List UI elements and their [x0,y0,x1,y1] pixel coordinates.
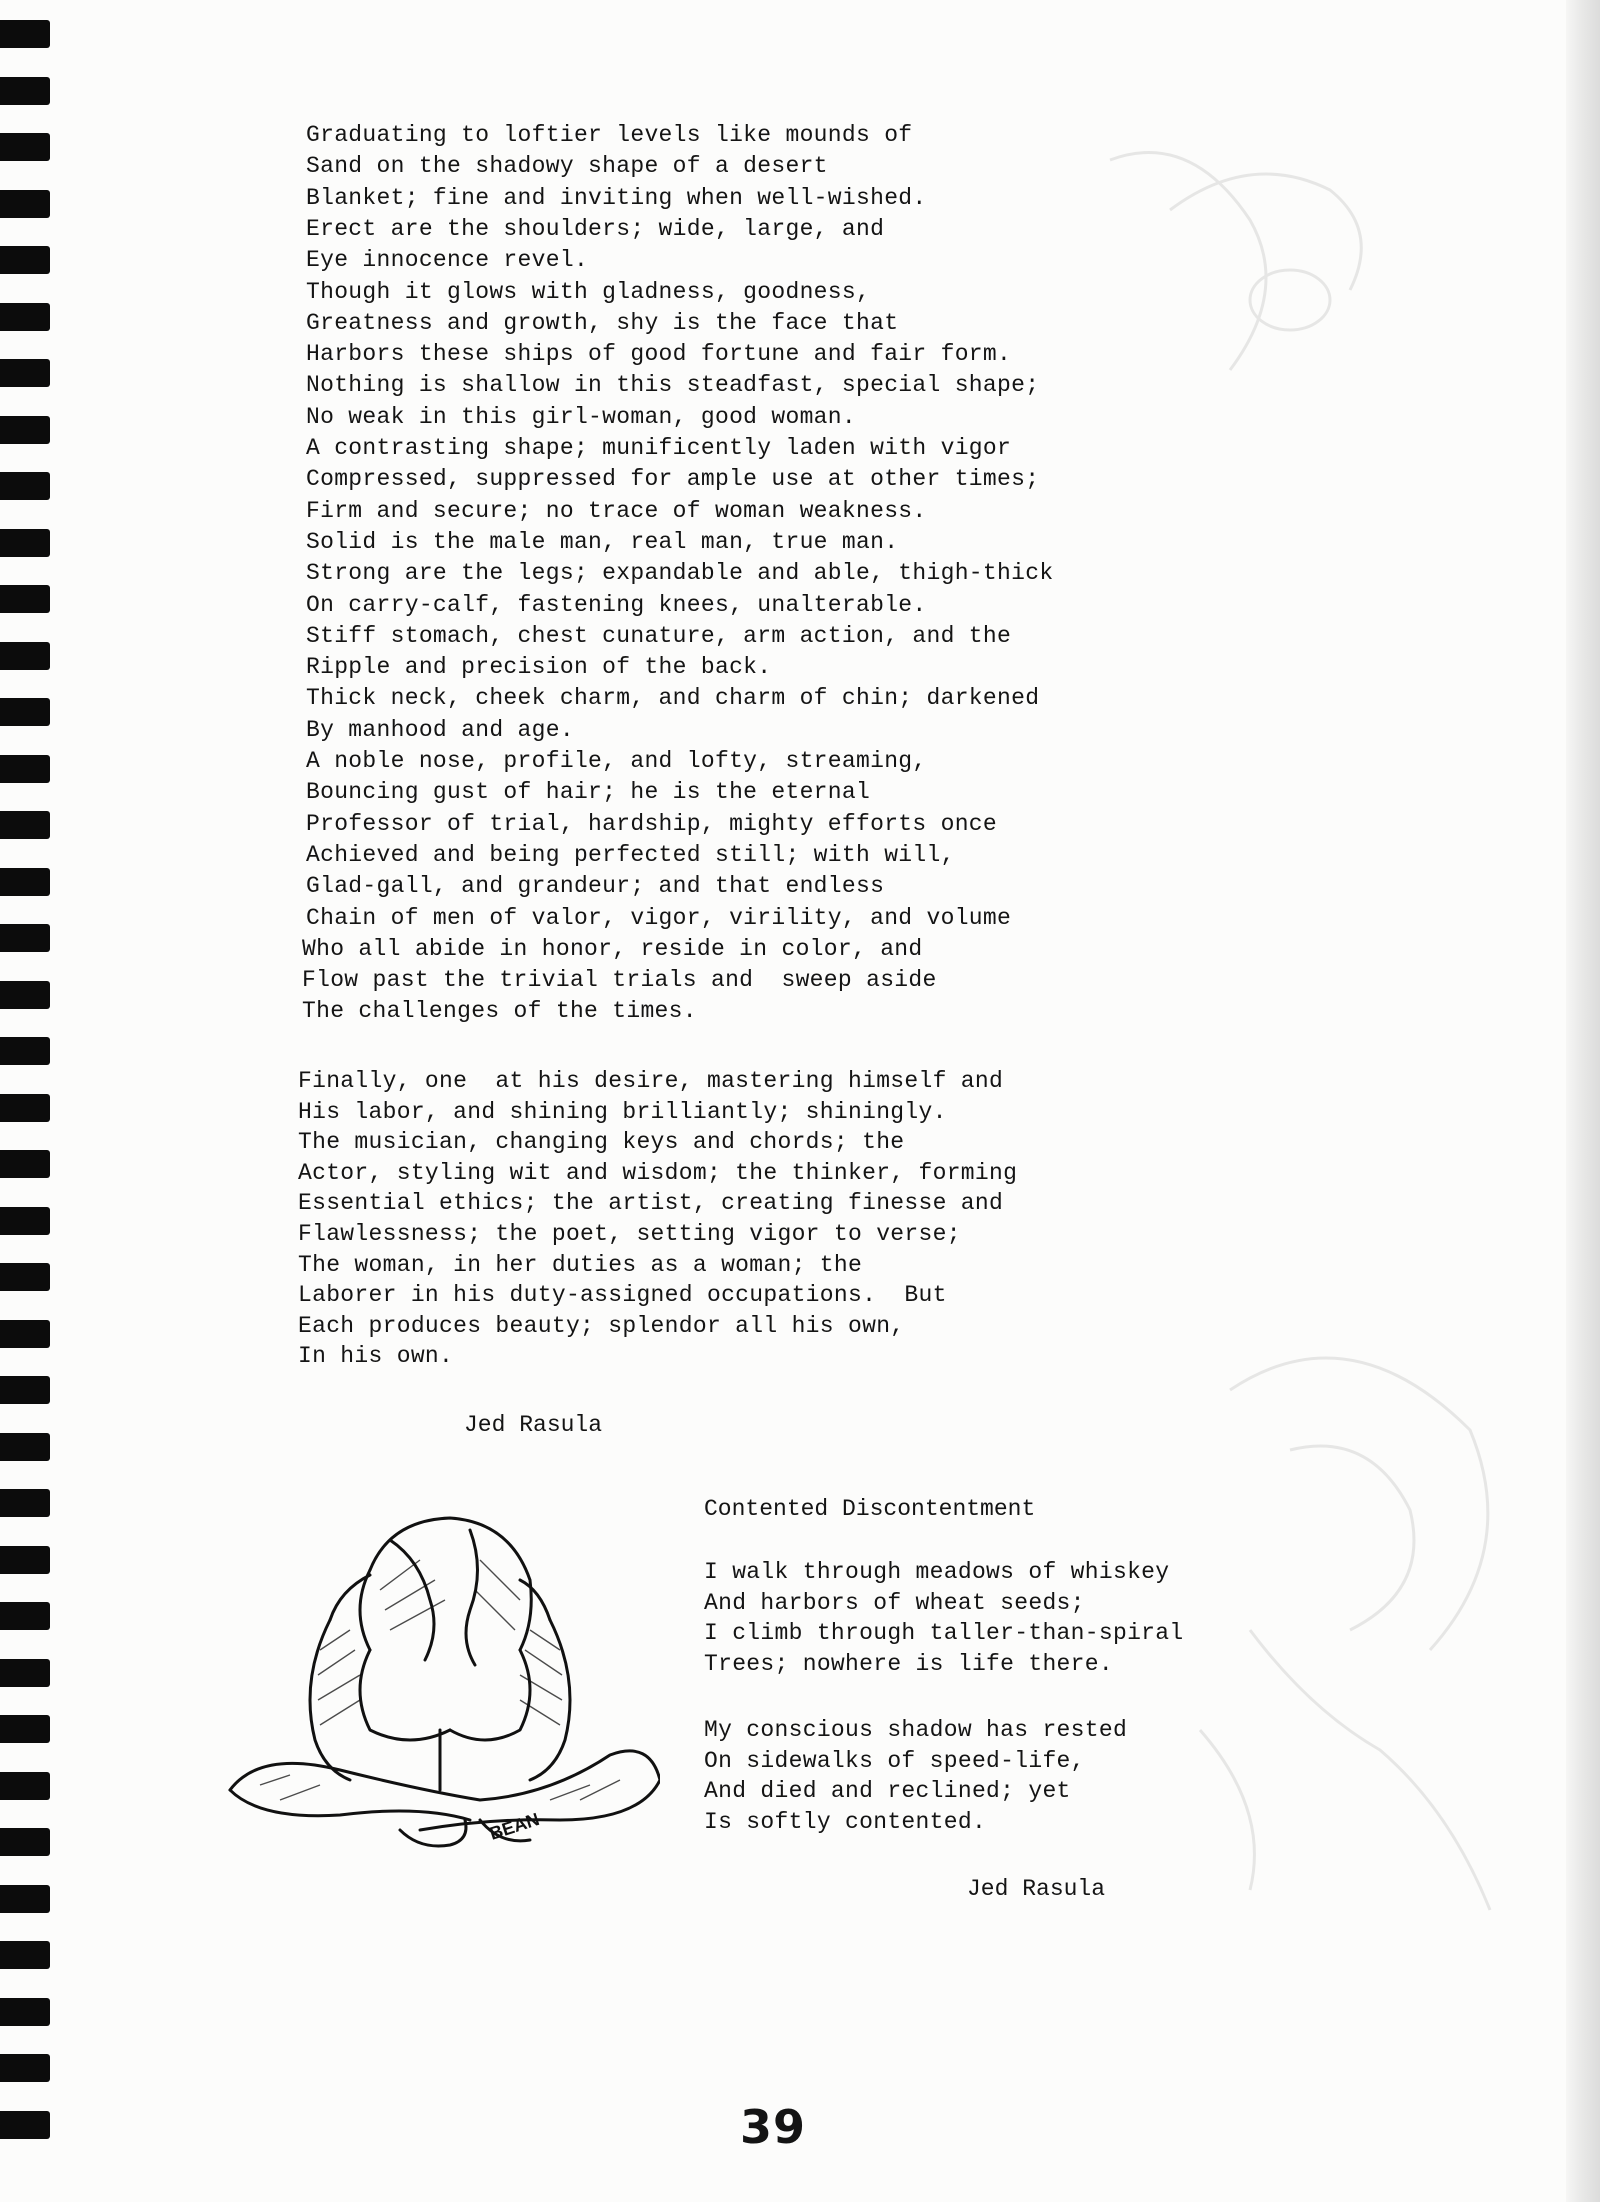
binding-hole [0,1659,50,1687]
poem-line: And harbors of wheat seeds; [704,1589,1085,1616]
poem-line: Firm and secure; no trace of woman weakness. [306,497,927,524]
poem-line: Professor of trial, hardship, mighty efforts once [306,810,998,837]
poem-line: No weak in this girl-woman, good woman. [306,403,856,430]
binding-hole [0,1546,50,1574]
poem-line: The woman, in her duties as a woman; the [298,1251,863,1278]
binding-hole [0,416,50,444]
poem-line: Bouncing gust of hair; he is the eternal [306,779,871,806]
poem-line: Greatness and growth, shy is the face that [306,309,899,336]
poem-line: Harbors these ships of good fortune and fair form. [306,341,1012,368]
poem-line: Blanket; fine and inviting when well-wished. [306,184,927,211]
binding-hole [0,1602,50,1630]
poem-line: Laborer in his duty-assigned occupations. But [298,1282,947,1309]
binding-hole [0,529,50,557]
poem-line: Graduating to loftier levels like mounds of [306,122,913,148]
binding-hole [0,2054,50,2082]
page-number: 39 [740,2100,807,2154]
poem-two-title: Contented Discontentment [704,1496,1036,1522]
binding-hole [0,359,50,387]
binding-hole [0,1772,50,1800]
binding-hole [0,1828,50,1856]
poem-line: A contrasting shape; munificently laden with vigor [306,435,1012,461]
poem-line: Though it glows with gladness, goodness, [306,278,871,305]
binding-hole [0,1998,50,2026]
poem-line: Chain of men of valor, vigor, virility, and volume [306,904,1012,931]
binding-hole [0,1150,50,1178]
poem-line: Solid is the male man, real man, true man. [306,528,899,555]
poem-one-author: Jed Rasula [464,1412,603,1438]
binding-hole [0,190,50,218]
binding-hole [0,1715,50,1743]
seated-figure-illustration [220,1500,660,1860]
poem-line: I walk through meadows of whiskey [704,1559,1170,1585]
poem-line: Ripple and precision of the back. [306,654,772,681]
poem-line: In his own. [298,1343,454,1370]
poem-line: Stiff stomach, chest cunature, arm action, and the [306,622,1012,649]
poem-line: Eye innocence revel. [306,247,589,274]
binding-hole [0,642,50,670]
binding-hole [0,698,50,726]
poem-line: Essential ethics; the artist, creating finesse and [298,1190,1004,1217]
poem-line: The musician, changing keys and chords; the [298,1129,905,1156]
poem-line: The challenges of the times. [302,998,697,1025]
poem-line: Achieved and being perfected still; with will, [306,841,955,868]
poem-line: Actor, styling wit and wisdom; the thinker, forming [298,1159,1018,1186]
binding-hole [0,77,50,105]
binding-hole [0,20,50,48]
binding-hole [0,981,50,1009]
binding-hole [0,1376,50,1404]
binding-hole [0,1263,50,1291]
poem-line: And died and reclined; yet [704,1778,1071,1805]
binding-hole [0,133,50,161]
poem-line: Each produces beauty; splendor all his own, [298,1312,905,1339]
poem-line: My conscious shadow has rested [704,1717,1128,1743]
binding-hole [0,1941,50,1969]
binding-hole [0,868,50,896]
binding-hole [0,246,50,274]
poem-line: Finally, one at his desire, mastering himself and [298,1068,1004,1094]
illustration-signature: BEAN [487,1809,542,1844]
poem-line: Flawlessness; the poet, setting vigor to verse; [298,1221,961,1247]
poem-line: A noble nose, profile, and lofty, streaming, [306,748,927,774]
poem-line: Erect are the shoulders; wide, large, and [306,215,885,242]
binding-hole [0,1320,50,1348]
binding-hole [0,924,50,952]
binding-hole [0,755,50,783]
binding-hole [0,811,50,839]
poem-line: Nothing is shallow in this steadfast, special shape; [306,372,1040,399]
binding-hole [0,1037,50,1065]
binding-hole [0,303,50,331]
bleed-through-drawing [1050,130,1550,2080]
poem-line: On sidewalks of speed-life, [704,1747,1085,1774]
page-edge [1566,0,1600,2202]
poem-line: Sand on the shadowy shape of a desert [306,153,828,180]
poem-line: Strong are the legs; expandable and able, thigh-thick [306,560,1054,587]
binding-hole [0,1885,50,1913]
binding-hole [0,1094,50,1122]
binding-hole [0,585,50,613]
binding-hole [0,472,50,500]
poem-line: His labor, and shining brilliantly; shiningly. [298,1098,947,1125]
poem-line: Glad-gall, and grandeur; and that endless [306,873,885,900]
poem-line: I climb through taller-than-spiral [704,1620,1184,1647]
binding-hole [0,2111,50,2139]
binding-hole [0,1489,50,1517]
poem-line: By manhood and age. [306,716,574,743]
poem-line: Who all abide in honor, reside in color, and [302,935,923,962]
poem-line: Thick neck, cheek charm, and charm of chin; darkened [306,685,1040,712]
poem-line: Trees; nowhere is life there. [704,1650,1113,1677]
poem-line: Compressed, suppressed for ample use at other times; [306,466,1040,493]
poem-line: On carry-calf, fastening knees, unalterable. [306,591,927,618]
spiral-binding [0,20,60,2180]
binding-hole [0,1433,50,1461]
poem-line: Is softly contented. [704,1808,987,1835]
binding-hole [0,1207,50,1235]
poem-line: Flow past the trivial trials and sweep aside [302,967,937,994]
poem-two-author: Jed Rasula [967,1876,1106,1902]
